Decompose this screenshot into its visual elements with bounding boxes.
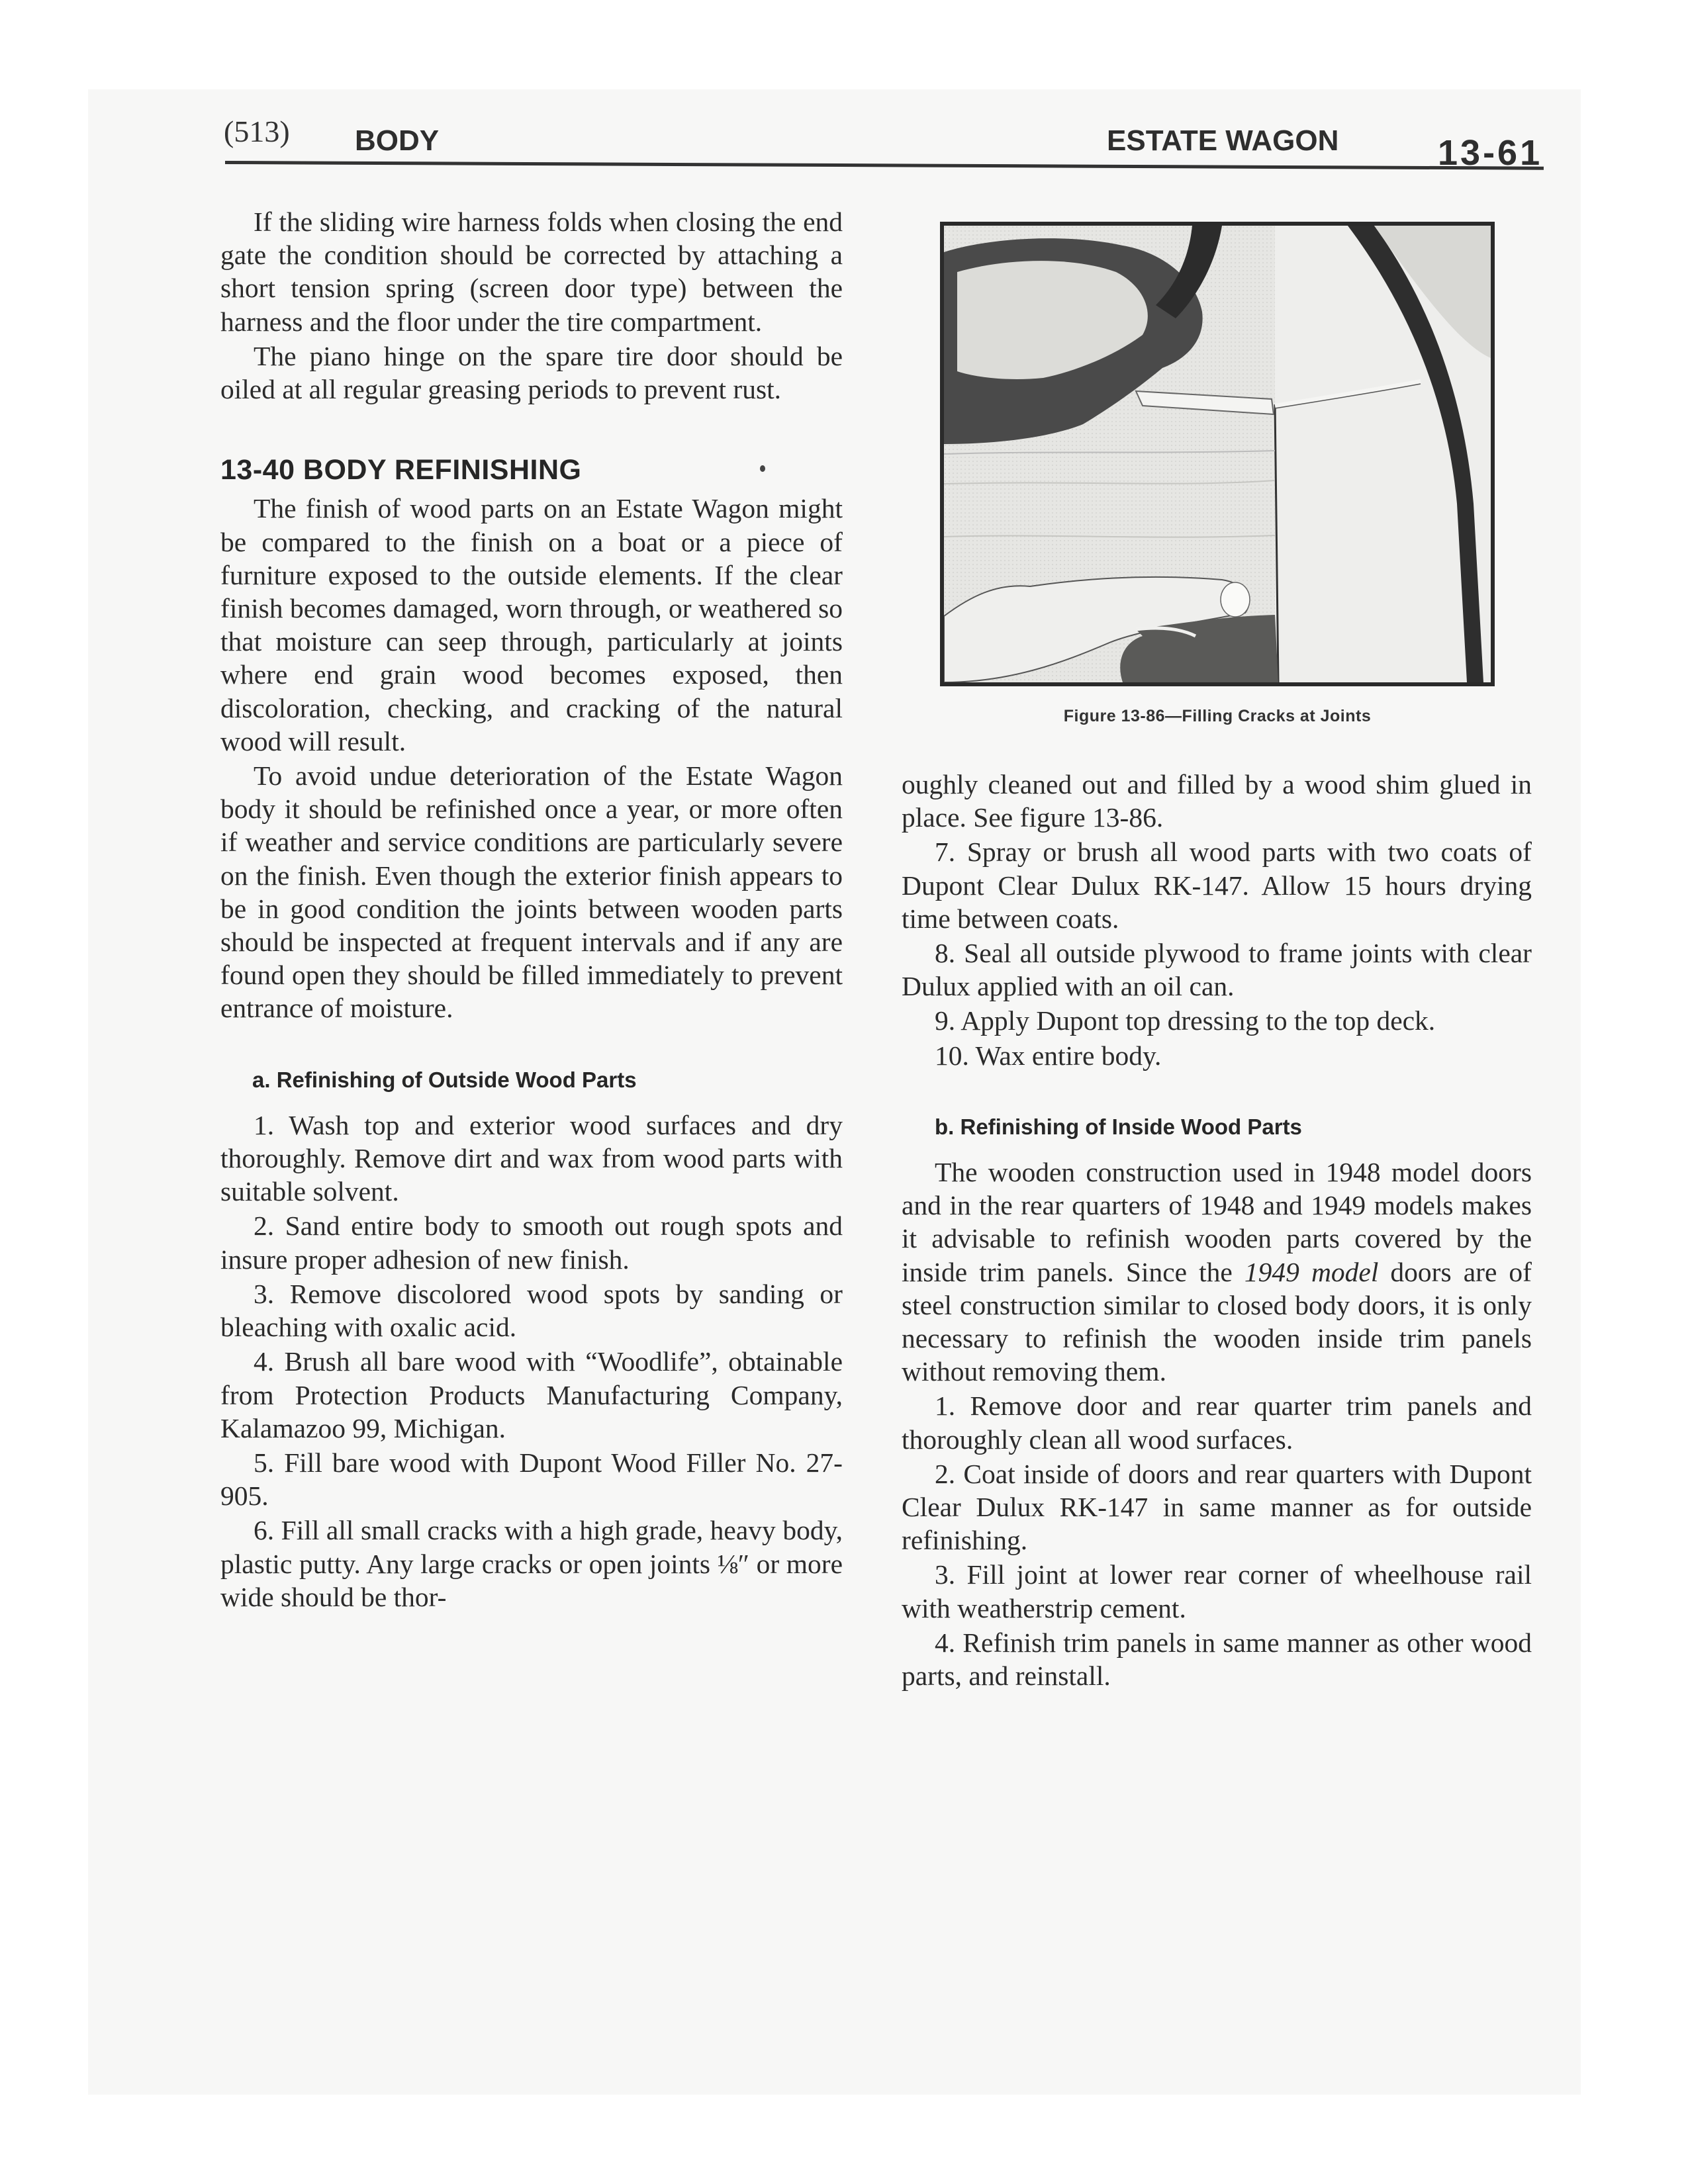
running-head-section: BODY [355,124,440,157]
paragraph-continuation: oughly cleaned out and filled by a wood shim glued in place. See figure 13-86. [902,769,1532,833]
paragraph: If the sliding wire harness folds when closing the end gate the condition should be corrected by attaching a short tension spring (screen door type) between the harness and the floor under the tire compartment. [220,206,843,337]
paragraph: To avoid undue deterioration of the Estate Wagon body it should be refinished once a year, or more often if weather and service conditions are particularly severe on the finish. Even though the exterior finish appears to be in good condition the joints between wooden parts should be inspected at frequent intervals and if any are found open they should be filled immediately to prevent entrance of moisture. [220,760,843,1024]
filling-cracks-photo-icon [944,226,1491,682]
stray-mark [760,465,765,472]
print-page-number: (513) [224,114,290,148]
figure-photo [940,222,1495,686]
step-item: 7. Spray or brush all wood parts with two coats of Dupont Clear Dulux RK-147. Allow 15 hours drying time between coats. [902,837,1532,934]
step-item: 2. Sand entire body to smooth out rough spots and insure proper adhesion of new finish. [220,1210,843,1275]
step-item: 1. Wash top and exterior wood surfaces and dry thoroughly. Remove dirt and wax from wood parts with suitable solvent. [220,1109,843,1207]
right-column [902,768,1532,1692]
step-item: 8. Seal all outside plywood to frame joints with clear Dulux applied with an oil can. [902,938,1532,1002]
italic-text: 1949 model [1244,1256,1379,1287]
text-run: The wooden construction used in 1948 model doors and in the rear quarters of 1948 and 1949 models makes it advisable to refinish wooden parts covered by the inside trim panels. Since the [902,1157,1532,1287]
figure-caption: Figure 13-86—Filling Cracks at Joints [1063,707,1372,725]
step-item: 10. Wax entire body. [935,1040,1162,1071]
paragraph: The piano hinge on the spare tire door should be oiled at all regular greasing periods to prevent rust. [220,340,843,405]
text-run: doors are of steel construction similar to closed body doors, it is only necessary to refinish the wooden inside trim panels without removing them. [902,1256,1532,1387]
left-column [220,205,843,1614]
running-head-topic: ESTATE WAGON [1107,124,1339,157]
step-item: 1. Remove door and rear quarter trim panels and thoroughly clean all wood surfaces. [902,1390,1532,1455]
paragraph [902,1156,1532,1388]
subsection-heading-a: a. Refinishing of Outside Wood Parts [252,1067,637,1092]
page-number: 13-61 [1438,133,1543,173]
step-item: 6. Fill all small cracks with a high grade, heavy body, plastic putty. Any large cracks or open joints ⅛″ or more wide should be thor- [220,1515,843,1612]
step-item: 3. Remove discolored wood spots by sanding or bleaching with oxalic acid. [220,1278,843,1343]
step-item: 4. Refinish trim panels in same manner as other wood parts, and reinstall. [902,1627,1532,1692]
step-item: 4. Brush all bare wood with “Woodlife”, obtainable from Protection Products Manufacturing Company, Kalamazoo 99, Michigan. [220,1346,843,1443]
section-heading: 13-40 BODY REFINISHING [220,454,582,486]
step-item: 9. Apply Dupont top dressing to the top deck. [935,1005,1436,1036]
step-item: 5. Fill bare wood with Dupont Wood Filler No. 27-905. [220,1447,843,1512]
paragraph: The finish of wood parts on an Estate Wagon might be compared to the finish on a boat or a piece of furniture exposed to the outside elements. If the clear finish becomes damaged, worn through, or weathered so that moisture can seep through, particularly at joints where end grain wood becomes exposed, then discoloration, checking, and cracking of the natural wood will result. [220,493,843,756]
step-item: 3. Fill joint at lower rear corner of wheelhouse rail with weatherstrip cement. [902,1559,1532,1623]
step-item: 2. Coat inside of doors and rear quarters with Dupont Clear Dulux RK-147 in same manner as for outside refinishing. [902,1458,1532,1556]
subsection-heading-b: b. Refinishing of Inside Wood Parts [935,1114,1302,1139]
